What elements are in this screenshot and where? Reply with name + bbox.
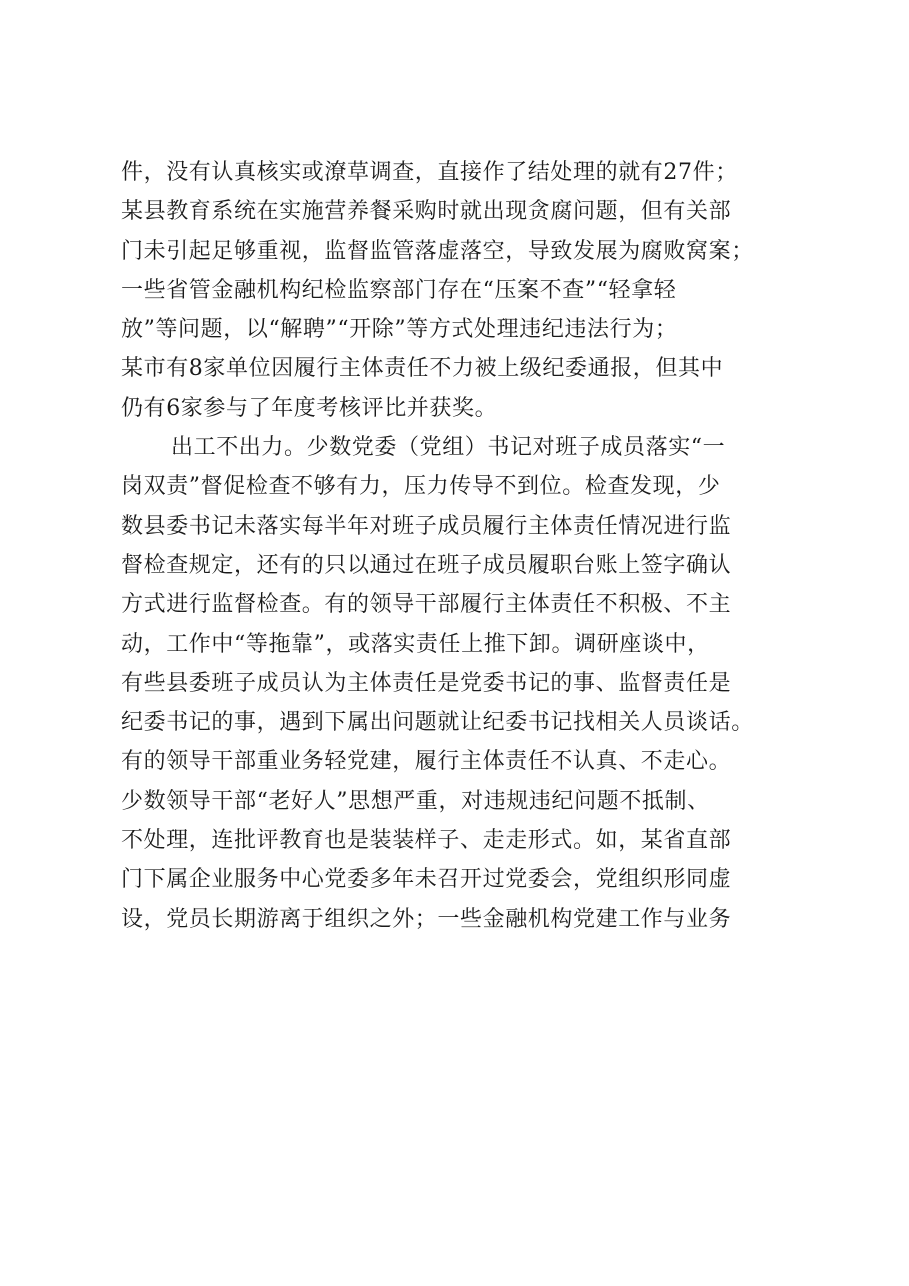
text-line: 门下属企业服务中心党委多年未召开过党委会，党组织形同虚 — [121, 867, 732, 893]
text-line: 少数领导干部“老好人”思想严重，对违规违纪问题不抵制、 — [121, 788, 710, 814]
text-line: 件，没有认真核实或潦草调查，直接作了结处理的就有27件； — [121, 160, 738, 185]
text-line: 督检查规定，还有的只以通过在班子成员履职台账上签字确认 — [121, 552, 732, 578]
paragraph-start-line: 出工不出力。少数党委（党组）书记对班子成员落实“一 — [171, 435, 726, 461]
text-line: 数县委书记未落实每半年对班子成员履行主体责任情况进行监 — [121, 513, 732, 539]
text-line: 放”等问题，以“解聘”“开除”等方式处理违纪违法行为； — [121, 317, 678, 343]
body-text — [121, 153, 811, 939]
text-line: 一些省管金融机构纪检监察部门存在“压案不查”“轻拿轻 — [121, 277, 677, 303]
text-line: 动，工作中“等拖靠”，或落实责任上推下卸。调研座谈中， — [121, 631, 710, 657]
text-line: 不处理，连批评教育也是装装样子、走走形式。如，某省直部 — [121, 828, 732, 854]
text-line: 门未引起足够重视，监督监管落虚落空，导致发展为腐败窝案； — [121, 238, 754, 264]
text-line: 岗双责”督促检查不够有力，压力传导不到位。检查发现，少 — [121, 474, 721, 500]
text-line: 有的领导干部重业务轻党建，履行主体责任不认真、不走心。 — [121, 749, 732, 775]
text-line: 纪委书记的事，遇到下属出问题就让纪委书记找相关人员谈话。 — [121, 710, 754, 736]
text-line: 方式进行监督检查。有的领导干部履行主体责任不积极、不主 — [121, 592, 732, 618]
text-line: 某县教育系统在实施营养餐采购时就出现贪腐问题，但有关部 — [121, 199, 732, 225]
text-line: 仍有6家参与了年度考核评比并获奖。 — [121, 395, 498, 421]
text-line: 有些县委班子成员认为主体责任是党委书记的事、监督责任是 — [121, 670, 732, 696]
text-line: 设，党员长期游离于组织之外；一些金融机构党建工作与业务 — [121, 906, 732, 932]
text-line: 某市有8家单位因履行主体责任不力被上级纪委通报，但其中 — [121, 356, 724, 382]
